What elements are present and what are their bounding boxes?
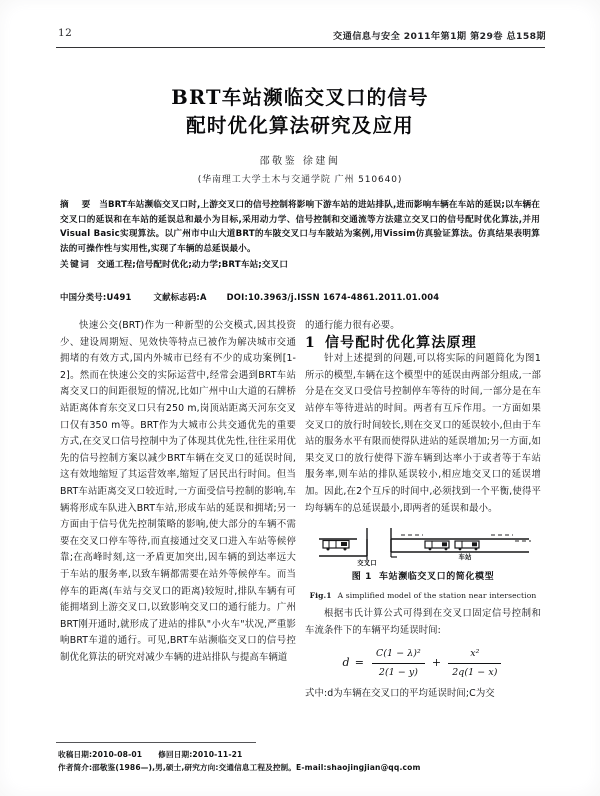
title-line-2: 配时优化算法研究及应用: [186, 114, 414, 137]
fraction-bar: [448, 663, 501, 664]
page-header: [56, 26, 546, 48]
equation-term-2-denominator: 2q(1 − x): [452, 667, 498, 679]
received-label: 收稿日期:: [58, 750, 93, 759]
body-column-right: [305, 318, 541, 702]
paragraph-intro: 快速公交(BRT)作为一种新型的公交模式,因其投资少、建设周期短、见效快等特点已被作为解决城市交通拥堵的有效方式,国内外城市已经有不少的成功案例[1-2]。然而在快速公交的实际运营中,经常会遇到BRT车站离交叉口的间距很短的情况,比如广州中山大道的石牌桥站距离体育东交叉口只有250 m,岗顶站距离天河东交叉口仅有350 m等。BRT作为大城市公共交通优先的重要方式,在交叉口信号控制中为了体现其优先性,往往采用优先的信号控制方案以减少BRT车辆在交叉口的延误时间,这有效地缩短了其运营效率,缩短了居民出行时间。但当BRT车站距离交叉口较近时,一方面受信号控制的影响,车辆将形成车队进入BRT车站,形成车站的延误和拥堵;另一方面由于信号优先控制策略的影响,使大部分的车辆不需要在交叉口停车等待,而直接通过交叉口进入车站等候停靠;在高峰时刻,这一矛盾更加突出,因车辆的到达率远大于车站的服务率,以致车辆都需要在站外等候停车。而当停车的距离(车站与交叉口的距离)较短时,排队车辆有可能拥堵到上游交叉口,以致影响交叉口的通行能力。广州BRT刚开通时,就形成了进站的排队"小火车"状况,严重影响BRT车道的通行。可见,BRT车站濒临交叉口的信号控制优化算法的研究对减少车辆的进站排队与提高车辆道: [60, 320, 296, 663]
paragraph-after-figure: 根据韦氏计算公式可得到在交叉口固定信号控制和车流条件下的车辆平均延误时间:: [305, 608, 541, 636]
keywords-line: [60, 258, 540, 273]
bus-icon: [323, 541, 349, 551]
paragraph-after-equation: 式中:d为车辆在交叉口的平均延误时间;C为交: [305, 687, 495, 699]
body-column-left: [60, 318, 296, 666]
doi-label: DOI: [226, 292, 245, 302]
footer-divider: [56, 742, 256, 743]
classification-line: [60, 291, 540, 303]
footer-dates: [58, 748, 542, 761]
doi-value: :10.3963/j.ISSN 1674-4861.2011.01.004: [244, 292, 440, 302]
author-list: 邵敬鉴 徐建闽: [259, 156, 341, 167]
page-footer: [58, 748, 542, 774]
equation-lhs: d: [342, 656, 350, 670]
header-divider: [56, 47, 545, 48]
section-title: 信号配时优化算法原理: [324, 334, 477, 351]
revised-label: 修回日期:: [158, 750, 193, 759]
equation-term-1: [372, 646, 425, 682]
equation-equals: =: [354, 656, 365, 670]
figure-number-en: Fig.1: [309, 590, 332, 600]
received-date: 2010-08-01: [92, 750, 143, 759]
clc-label: 中国分类号:: [60, 292, 107, 302]
section-number: 1: [305, 334, 316, 351]
revised-date: 2010-11-21: [192, 750, 243, 759]
figure-label-station: 车站: [458, 553, 472, 562]
abstract-text: 当BRT车站濒临交叉口时,上游交叉口的信号控制将影响下游车站的进站排队,进而影响车辆在车站的延误;以车辆在交叉口的延误和在车站的延误总和最小为目标,采用动力学、信号控制和交通流等方法建立交叉口的信号配时优化算法,并用Visual Basic实现算法。以广州市中山大道BRT的车陂交叉口与车陂站为案例,用Vissim仿真验证算法。仿真结果表明算法的可操作性与实用性,实现了车辆的总延误最小。: [60, 200, 540, 254]
clc-value: U491: [106, 292, 132, 302]
equation-term-2: [448, 646, 501, 682]
bus-icon: [455, 541, 479, 550]
figure-caption-cn: [305, 569, 541, 586]
page-title: [0, 84, 600, 140]
figure-number-cn: 图 1: [351, 572, 372, 583]
doc-code-value: A: [199, 292, 207, 302]
figure-1: [305, 526, 541, 604]
figure-1-graphic: [305, 526, 541, 566]
figure-caption-en-text: A simplified model of the station near intersection: [337, 590, 537, 600]
paragraph-section-1: 针对上述提到的问题,可以将实际的问题简化为图1所示的模型,车辆在这个模型中的延误由两部分组成,一部分是在交叉口受信号控制停车等待的时间,一部分是在车站停车等待进站的时间。两者有互斥作用。一方面如果交叉口的放行时间较长,则在交叉口的延误较小,但由于车站的服务水平有限而使得队进站的延误增加;另一方面,如果交叉口的放行使得下游车辆到达率小于或者等于车站服务率,则车站的排队延误较小,相应地交叉口的延误增加。因此,在2个互斥的时间中,必须找到一个平衡,使得平均每辆车的总延误最小,即两者的延误和最小。: [305, 353, 541, 514]
abstract-paragraph: [60, 198, 540, 256]
equation-term-1-numerator: C(1 − λ)²: [376, 647, 421, 659]
equation-term-1-denominator: 2(1 − y): [378, 667, 419, 679]
section-heading-1: [305, 335, 541, 352]
keywords-text: 交通工程;信号配时优化;动力学;BRT车站;交叉口: [97, 260, 289, 271]
affiliation: (华南理工大学土木与交通学院 广州 510640): [197, 175, 403, 185]
equation-term-2-numerator: x²: [470, 647, 480, 659]
intersection-model-diagram: [305, 526, 541, 566]
keywords-label: 关键词: [60, 260, 91, 271]
title-line-1: BRT车站濒临交叉口的信号: [171, 86, 429, 109]
abstract-label: 摘 要: [60, 200, 96, 210]
abstract-block: [60, 198, 540, 273]
paragraph-continuation: 的通行能力很有必要。: [305, 320, 400, 331]
figure-caption-en: [305, 588, 541, 605]
author-bio: 作者简介:邵敬鉴(1986—),男,硕士,研究方向:交通信息工程及控制。E-mail:shaojingjian@qq.com: [58, 763, 421, 772]
equation-plus: +: [431, 656, 442, 670]
journal-issue-line: 交通信息与安全 2011年第1期 第29卷 总158期: [333, 31, 546, 42]
figure-caption-cn-text: 车站濒临交叉口的简化模型: [379, 572, 495, 583]
bus-icon: [425, 541, 449, 550]
fraction-bar: [372, 663, 425, 664]
page-number: 12: [58, 27, 73, 39]
equation-1: [305, 646, 541, 682]
figure-label-intersection: 交叉口: [357, 559, 377, 567]
doc-code-label: 文献标志码:: [153, 292, 200, 302]
